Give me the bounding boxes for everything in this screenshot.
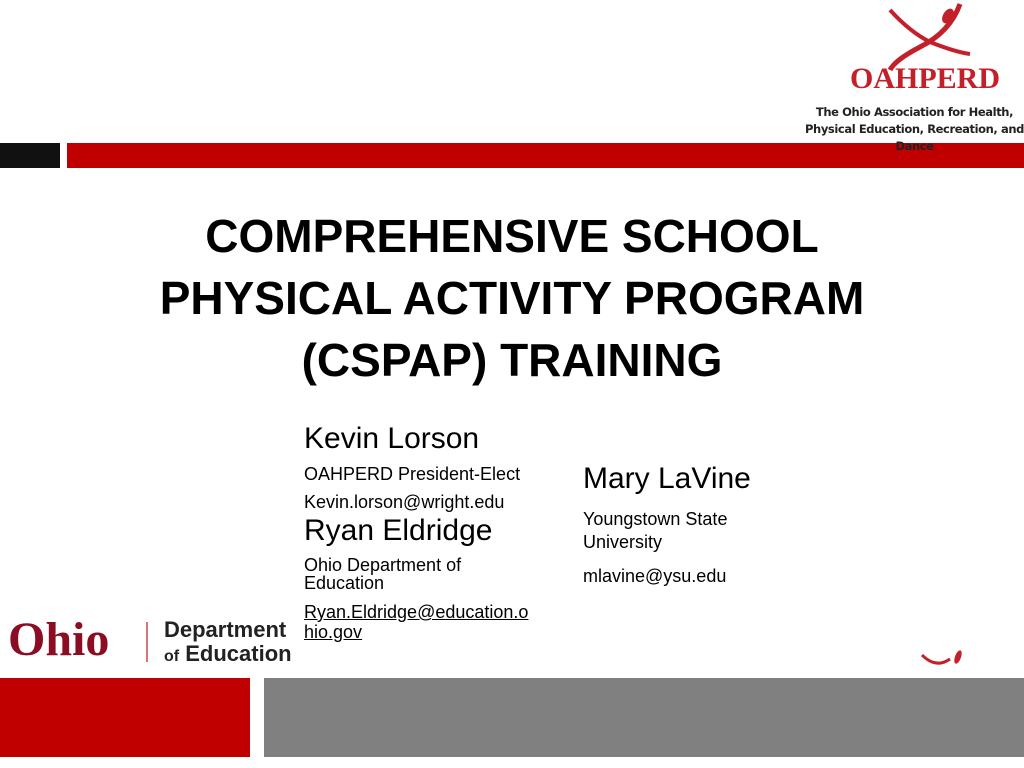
- presenter-role: OAHPERD President-Elect: [304, 464, 521, 484]
- logo-divider: [146, 622, 148, 662]
- swoosh-icon: [918, 645, 968, 673]
- department-text: Department of Education: [164, 617, 292, 666]
- ohio-wordmark: Ohio: [8, 613, 110, 666]
- oahperd-tagline: The Ohio Association for Health, Physical Education, Recreation, and Dance: [805, 105, 1024, 153]
- presenter-name: Mary LaVine: [583, 462, 751, 495]
- presenter-email: Kevin.lorson@wright.edu: [304, 492, 505, 512]
- footer-gray-bar: [264, 678, 1024, 757]
- presenters-right: [583, 462, 803, 586]
- oahperd-wordmark: OAHPERD: [850, 62, 1000, 95]
- presenters-left: [304, 422, 574, 642]
- presenter-name: Ryan Eldridge: [304, 514, 493, 547]
- presenter-role: Ohio Department of Education: [304, 555, 462, 593]
- footer-red-bar: [0, 678, 250, 757]
- presenter-email-link[interactable]: Ryan.Eldridge@education.o hio.gov: [304, 602, 529, 642]
- header-black-bar: [0, 143, 60, 168]
- presenter-org: Youngstown State University: [583, 509, 728, 552]
- presenter-email: mlavine@ysu.edu: [583, 566, 727, 586]
- slide-title: COMPREHENSIVE SCHOOL PHYSICAL ACTIVITY PROGRAM (CSPAP) TRAINING: [159, 210, 865, 386]
- presenter-name: Kevin Lorson: [304, 422, 480, 455]
